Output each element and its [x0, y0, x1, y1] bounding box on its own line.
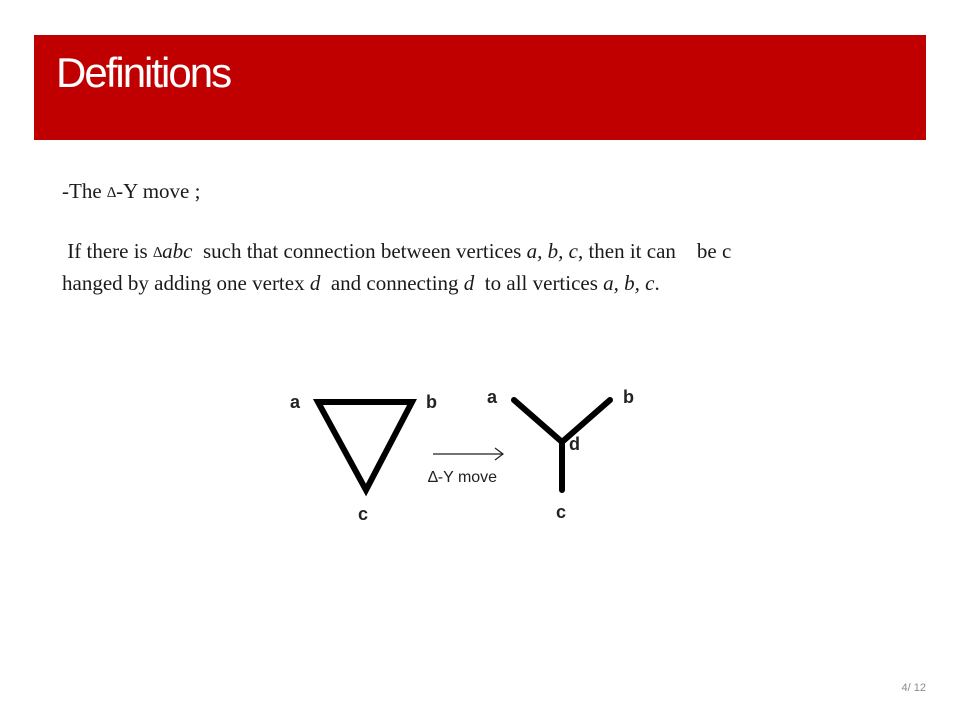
label-a-left: a — [290, 392, 301, 412]
vertex-vars: a, b, c — [526, 239, 578, 263]
text-fragment: to all vertices — [474, 271, 604, 295]
text-fragment: , then it can be c — [577, 239, 732, 263]
vertex-d: d — [309, 271, 321, 295]
move-label: ∆-Y move — [428, 469, 498, 486]
text-fragment: and connecting — [320, 271, 464, 295]
page-number: 4/ 12 — [901, 682, 926, 694]
label-d-right: d — [569, 434, 580, 454]
text-fragment: hanged by adding one vertex — [62, 271, 310, 295]
slide-body — [62, 176, 912, 298]
y-edge-a — [514, 400, 562, 442]
delta-triangle — [318, 402, 412, 490]
title-bar — [34, 35, 926, 140]
label-c-right: c — [556, 502, 567, 522]
vertex-d: d — [463, 271, 475, 295]
slide-title: Definitions — [56, 49, 231, 96]
triangle-name: abc — [162, 239, 193, 263]
definition-paragraph — [62, 236, 912, 298]
label-b-right: b — [623, 387, 634, 407]
line1-suffix: -Y move ; — [116, 179, 201, 203]
label-a-right: a — [487, 387, 498, 407]
move-definition-line — [62, 176, 912, 208]
delta-y-diagram — [270, 370, 690, 540]
delta-symbol: ∆ — [106, 185, 117, 201]
delta-symbol: ∆ — [152, 245, 163, 261]
text-fragment: If there is — [62, 239, 153, 263]
text-fragment: such that connection between vertices — [192, 239, 527, 263]
vertex-vars: a, b, c — [603, 271, 655, 295]
line1-prefix: -The — [62, 179, 107, 203]
text-fragment: . — [654, 271, 660, 295]
paragraph-line-2 — [62, 268, 912, 298]
label-b-left: b — [426, 392, 437, 412]
paragraph-line-1 — [62, 236, 912, 268]
label-c-left: c — [358, 504, 369, 524]
